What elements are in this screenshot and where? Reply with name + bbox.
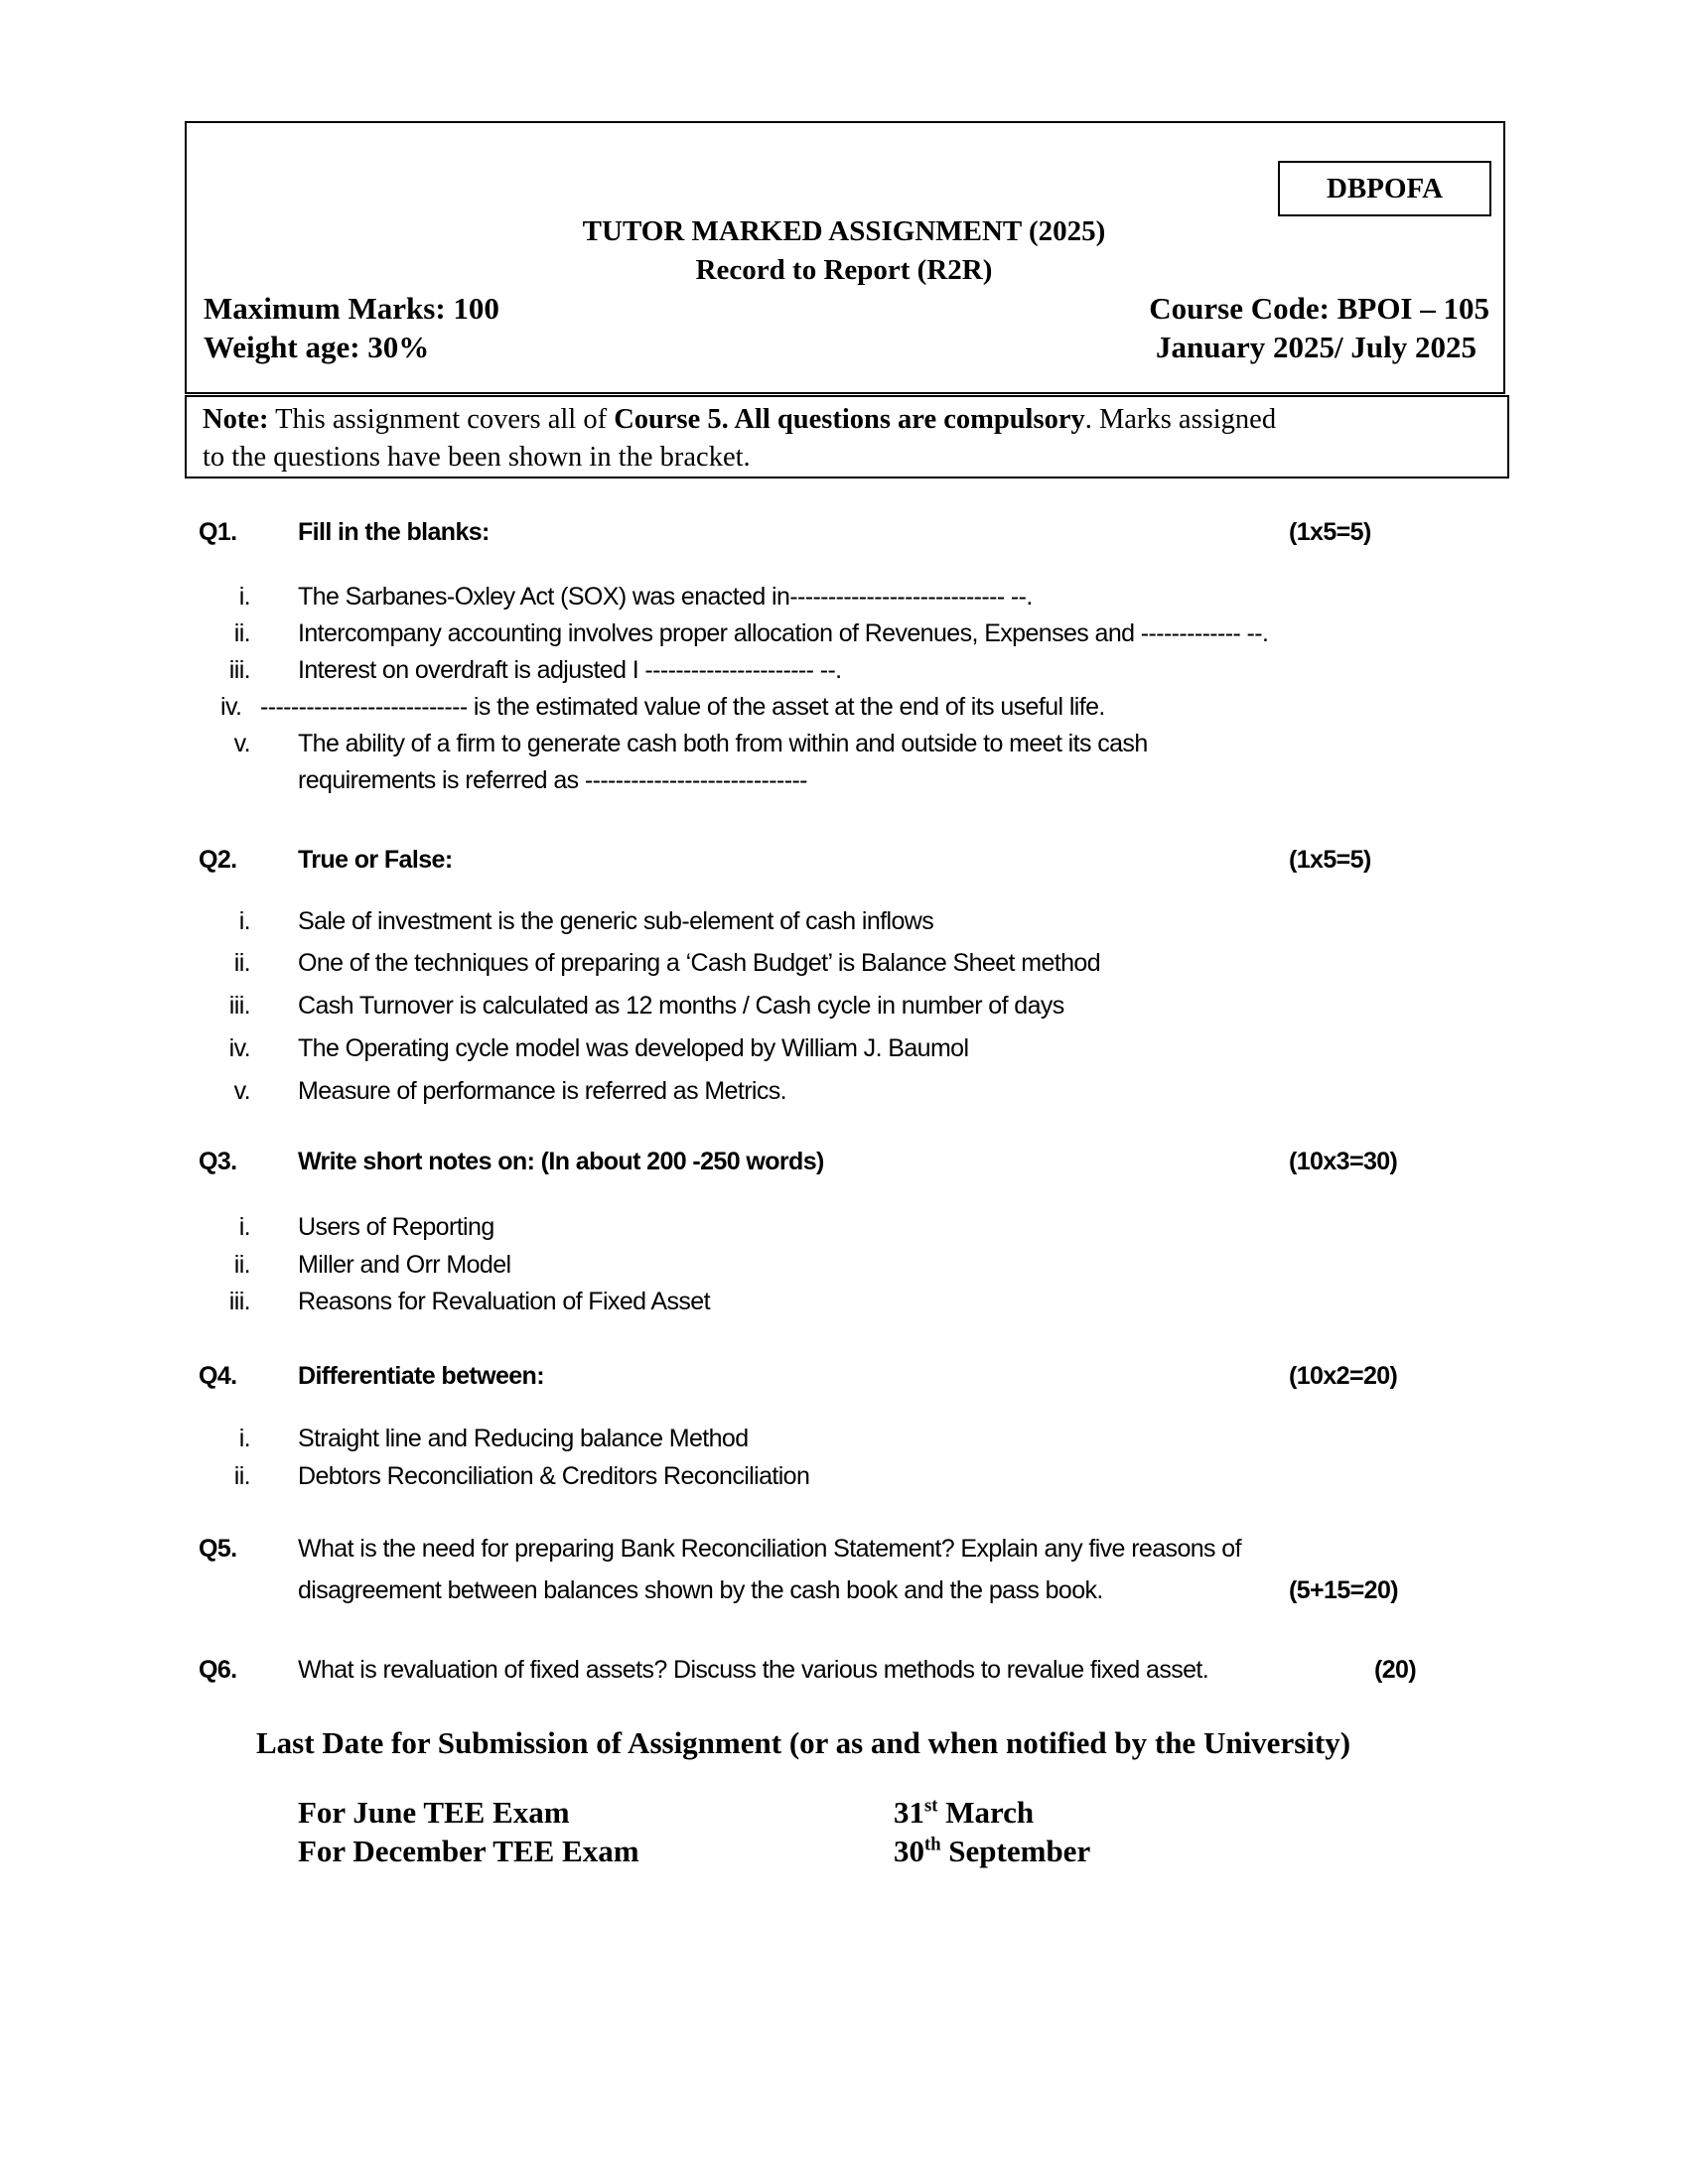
list-item: Sale of investment is the generic sub-element of cash inflows [298, 907, 934, 935]
item-number: v. [233, 1077, 250, 1105]
course-code: Course Code: BPOI – 105 [1149, 291, 1489, 326]
item-number: ii. [233, 1462, 250, 1490]
item-number: ii. [233, 949, 250, 977]
item-number: ii. [233, 1251, 250, 1279]
list-item: Cash Turnover is calculated as 12 months / Cash cycle in number of days [298, 992, 1064, 1020]
assignment-title: TUTOR MARKED ASSIGNMENT (2025) [582, 215, 1106, 247]
question-heading: Differentiate between: [298, 1362, 544, 1390]
session: January 2025/ July 2025 [1156, 330, 1477, 364]
note-bold-text: Course 5. All questions are compulsory [614, 404, 1085, 435]
deadline-label: For June TEE Exam [298, 1795, 570, 1830]
list-item: Straight line and Reducing balance Method [298, 1425, 749, 1452]
list-item: Users of Reporting [298, 1213, 494, 1241]
list-item: The Operating cycle model was developed by William J. Baumol [298, 1034, 969, 1062]
list-item-continued: requirements is referred as ----------------------------- [298, 766, 807, 794]
deadline-label: For December TEE Exam [298, 1834, 639, 1868]
item-number: iv. [228, 1034, 250, 1062]
note-text: This assignment covers all of [268, 404, 615, 435]
list-item: Interest on overdraft is adjusted I ---------------------- --. [298, 656, 842, 684]
deadline-date: 31st March [894, 1795, 1035, 1830]
item-number: iv. [220, 693, 242, 721]
question-text: What is the need for preparing Bank Reconciliation Statement? Explain any five reasons of [298, 1535, 1241, 1563]
programme-code: DBPOFA [1326, 172, 1444, 205]
list-item: Intercompany accounting involves proper allocation of Revenues, Expenses and ------------- --. [298, 619, 1269, 647]
list-item: --------------------------- is the estimated value of the asset at the end of its useful life. [260, 693, 1105, 721]
question-marks: (5+15=20) [1289, 1576, 1398, 1604]
item-number: v. [233, 730, 250, 757]
question-marks: (20) [1374, 1656, 1417, 1684]
question-marks: (1x5=5) [1289, 518, 1371, 546]
question-marks: (10x2=20) [1289, 1362, 1398, 1390]
note-box [185, 395, 1509, 478]
course-subtitle: Record to Report (R2R) [695, 254, 993, 286]
item-number: iii. [228, 656, 250, 684]
deadline-date: 30th September [894, 1834, 1091, 1868]
note-label: Note: [203, 404, 269, 435]
programme-code-badge [1278, 161, 1491, 216]
item-number: i. [238, 907, 250, 935]
item-number: iii. [228, 1288, 250, 1315]
question-heading: True or False: [298, 846, 453, 874]
question-number: Q2. [199, 846, 237, 874]
list-item: Miller and Orr Model [298, 1251, 511, 1279]
list-item: The ability of a firm to generate cash both from within and outside to meet its cash [298, 730, 1148, 757]
item-number: i. [238, 1425, 250, 1452]
weightage: Weight age: 30% [204, 330, 430, 364]
item-number: iii. [228, 992, 250, 1020]
item-number: ii. [233, 619, 250, 647]
note-text-tail: . Marks assigned [1084, 404, 1277, 435]
question-text-continued: disagreement between balances shown by the cash book and the pass book. [298, 1576, 1103, 1604]
question-number: Q5. [199, 1535, 237, 1563]
question-marks: (10x3=30) [1289, 1148, 1398, 1175]
note-line-2: to the questions have been shown in the bracket. [203, 442, 751, 473]
question-marks: (1x5=5) [1289, 846, 1371, 874]
list-item: Debtors Reconciliation & Creditors Reconciliation [298, 1462, 810, 1490]
maximum-marks: Maximum Marks: 100 [204, 291, 499, 326]
question-number: Q3. [199, 1148, 237, 1175]
list-item: Reasons for Revaluation of Fixed Asset [298, 1288, 710, 1315]
question-heading: Fill in the blanks: [298, 518, 490, 546]
list-item: One of the techniques of preparing a ‘Cash Budget’ is Balance Sheet method [298, 949, 1101, 977]
item-number: i. [238, 1213, 250, 1241]
question-text: What is revaluation of fixed assets? Discuss the various methods to revalue fixed asset. [298, 1656, 1209, 1684]
list-item: The Sarbanes-Oxley Act (SOX) was enacted in---------------------------- --. [298, 583, 1033, 611]
question-number: Q4. [199, 1362, 237, 1390]
item-number: i. [238, 583, 250, 611]
question-number: Q1. [199, 518, 237, 546]
question-heading: Write short notes on: (In about 200 -250 words) [298, 1148, 824, 1175]
list-item: Measure of performance is referred as Metrics. [298, 1077, 787, 1105]
question-number: Q6. [199, 1656, 237, 1684]
submission-heading: Last Date for Submission of Assignment (or as and when notified by the University) [256, 1725, 1351, 1760]
